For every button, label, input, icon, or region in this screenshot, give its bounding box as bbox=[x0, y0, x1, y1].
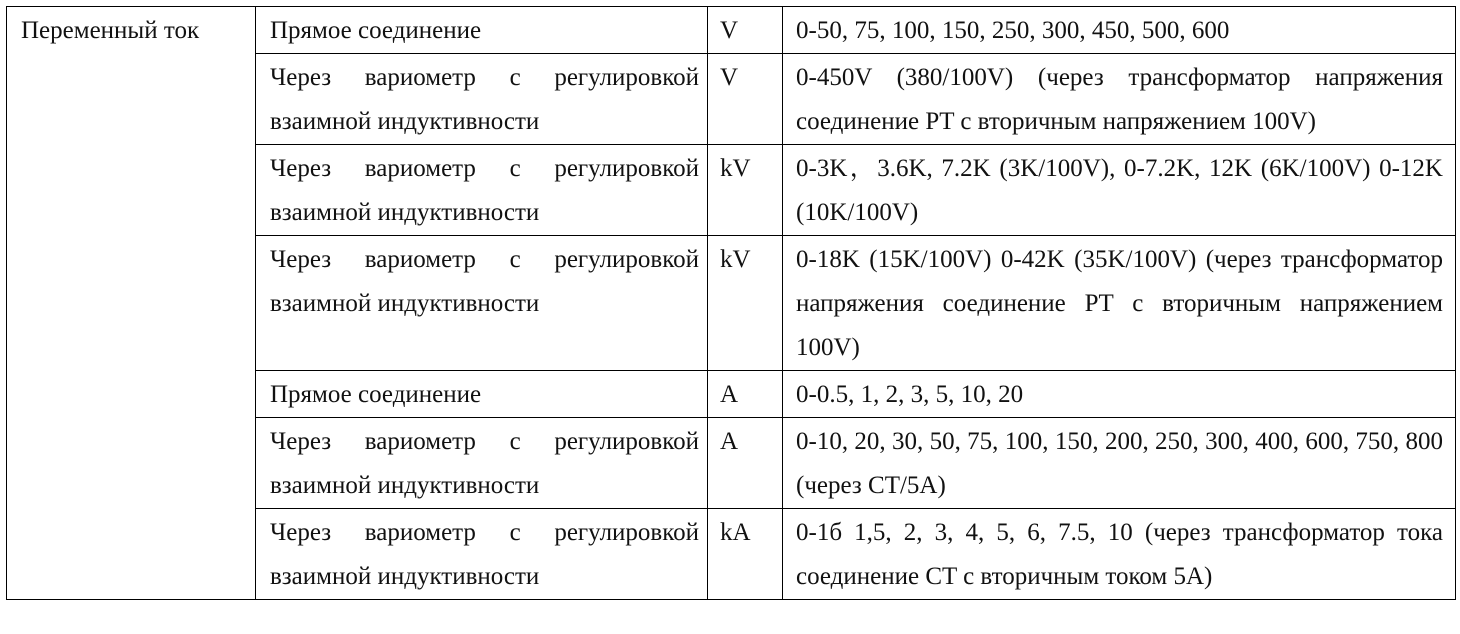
unit-cell: A bbox=[708, 418, 783, 509]
method-cell: Прямое соединение bbox=[256, 371, 708, 418]
unit-cell: A bbox=[708, 371, 783, 418]
range-cell: 0-1б 1,5, 2, 3, 4, 5, 6, 7.5, 10 (через трансформатор тока соединение CT с вторичным током 5A) bbox=[783, 509, 1456, 600]
range-cell: 0-50, 75, 100, 150, 250, 300, 450, 500, 600 bbox=[783, 7, 1456, 54]
method-cell: Через вариометр с регулировкой взаимной индуктивности bbox=[256, 418, 708, 509]
category-cell: Переменный ток bbox=[7, 7, 256, 600]
method-cell: Через вариометр с регулировкой взаимной индуктивности bbox=[256, 145, 708, 236]
unit-cell: V bbox=[708, 54, 783, 145]
range-cell: 0-10, 20, 30, 50, 75, 100, 150, 200, 250, 300, 400, 600, 750, 800 (через CT/5A) bbox=[783, 418, 1456, 509]
spec-table bbox=[6, 6, 1456, 600]
unit-cell: kA bbox=[708, 509, 783, 600]
method-cell: Прямое соединение bbox=[256, 7, 708, 54]
method-cell: Через вариометр с регулировкой взаимной индуктивности bbox=[256, 236, 708, 371]
table-row bbox=[7, 7, 1456, 54]
unit-cell: kV bbox=[708, 145, 783, 236]
unit-cell: kV bbox=[708, 236, 783, 371]
unit-cell: V bbox=[708, 7, 783, 54]
range-cell: 0-18K (15K/100V) 0-42K (35K/100V) (через трансформатор напряжения соединение PT с вторичным напряжением 100V) bbox=[783, 236, 1456, 371]
range-cell: 0-450V (380/100V) (через трансформатор напряжения соединение PT с вторичным напряжением 100V) bbox=[783, 54, 1456, 145]
method-cell: Через вариометр с регулировкой взаимной индуктивности bbox=[256, 509, 708, 600]
range-cell: 0-0.5, 1, 2, 3, 5, 10, 20 bbox=[783, 371, 1456, 418]
range-cell: 0-3K，3.6K, 7.2K (3K/100V), 0-7.2K, 12K (6K/100V) 0-12K (10K/100V) bbox=[783, 145, 1456, 236]
method-cell: Через вариометр с регулировкой взаимной индуктивности bbox=[256, 54, 708, 145]
